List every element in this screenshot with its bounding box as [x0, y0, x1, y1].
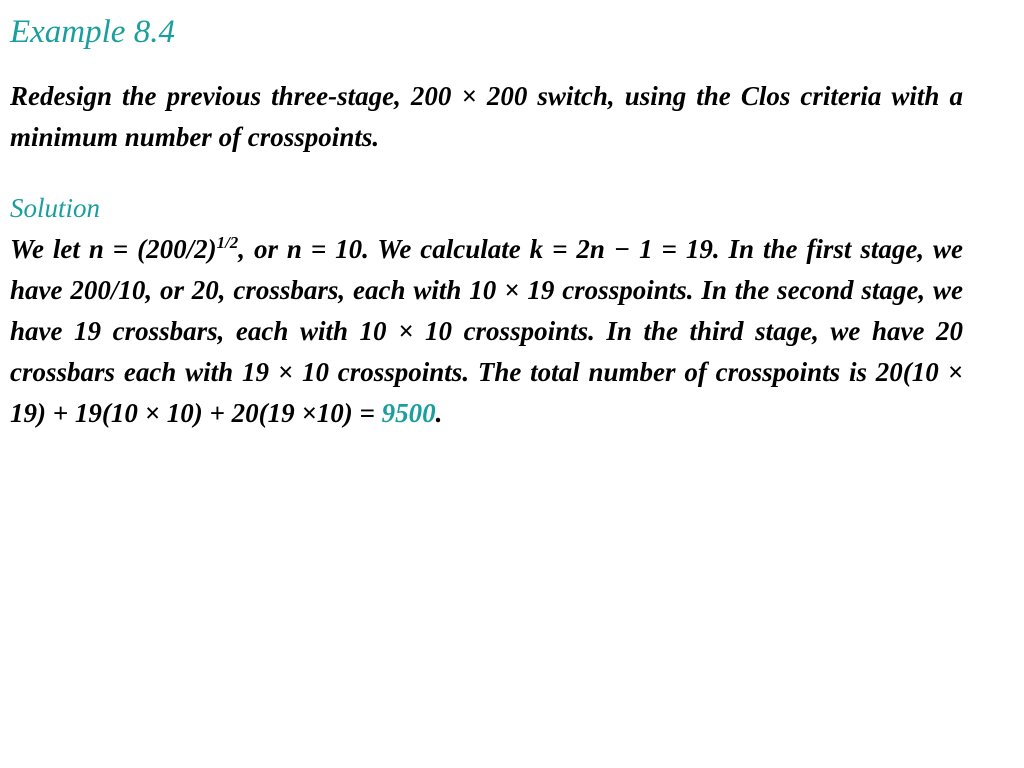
solution-heading: Solution: [10, 193, 101, 223]
solution-intro: We let n = (200/2): [10, 234, 217, 264]
example-title: Example 8.4: [10, 14, 175, 50]
solution-end: .: [435, 398, 443, 428]
solution-answer: 9500: [381, 398, 436, 428]
slide: [10, 0, 963, 434]
problem-statement: Redesign the previous three-stage, 200 × 200 switch, using the Clos criteria with a minimum number of crosspoints.: [10, 81, 963, 152]
solution-body: , or n = 10. We calculate k = 2n − 1 = 19. In the first stage, we have 200/10, or 20, crossbars, each with 10 × 19 crosspoints. In the second stage, we have 19 crossbars, each with 10 × 10 crosspoints. In the third stage, we have 20 crossbars each with 19 × 10 crosspoints. The total number of crosspoints is 20(10 × 19) + 19(10 × 10) + 20(19 ×10) =: [10, 234, 964, 428]
solution-exponent: 1/2: [216, 233, 239, 252]
solution-text: [10, 229, 963, 434]
